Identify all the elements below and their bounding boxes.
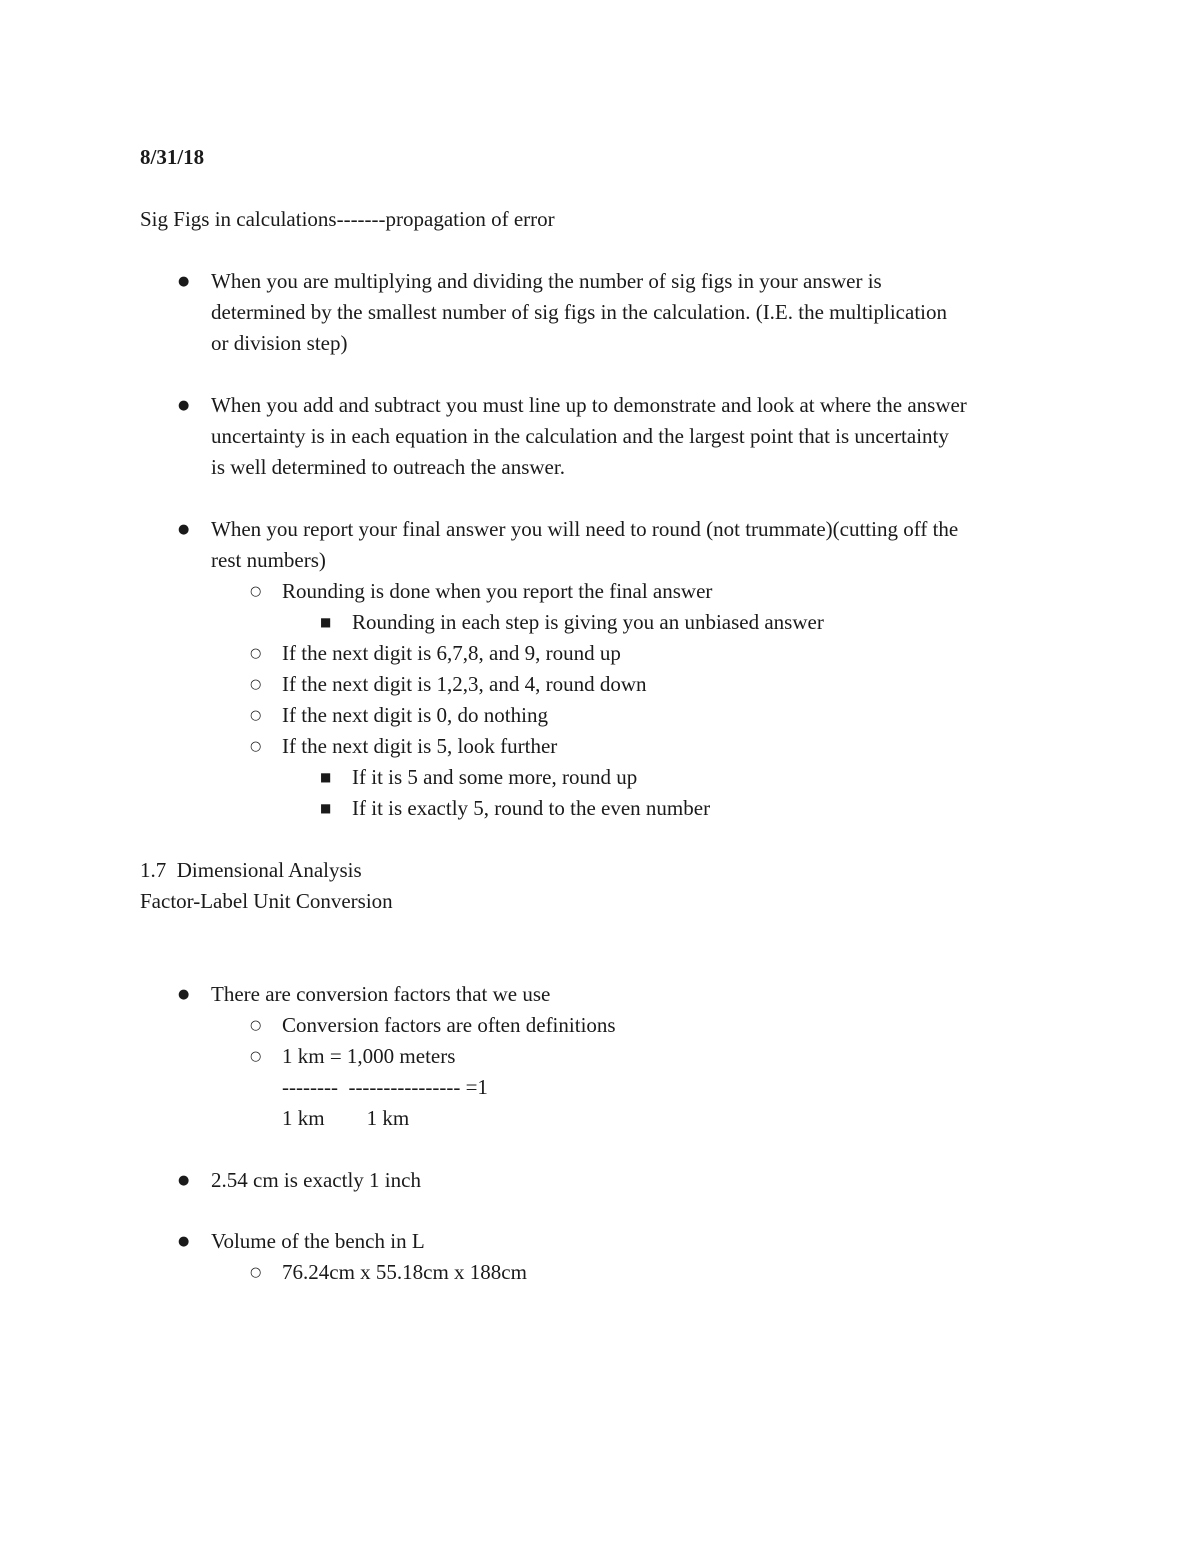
sub-bullet-text: If the next digit is 0, do nothing	[282, 703, 548, 727]
bullet-disc-icon: ●	[178, 987, 190, 1002]
sub-bullet-circle-icon: ○	[250, 677, 262, 692]
bullet-disc-icon: ●	[178, 274, 190, 289]
sub-bullet-circle-icon: ○	[250, 1049, 262, 1064]
sub-bullet-text: If the next digit is 6,7,8, and 9, round up	[282, 641, 621, 665]
sub-sub-bullet-square-icon: ■	[320, 770, 332, 784]
sub-sub-bullet-text: If it is exactly 5, round to the even number	[352, 796, 711, 820]
bullet-disc-icon: ●	[178, 1234, 190, 1249]
fraction-denominators: 1 km 1 km	[282, 1106, 410, 1130]
section-title: 1.7 Dimensional Analysis	[140, 858, 362, 882]
bullet-text: 2.54 cm is exactly 1 inch	[211, 1168, 421, 1192]
bullet-text: When you are multiplying and dividing the number of sig figs in your answer is	[211, 269, 882, 293]
sub-bullet-text: If the next digit is 1,2,3, and 4, round down	[282, 672, 647, 696]
sub-bullet-circle-icon: ○	[250, 708, 262, 723]
bullet-text: is well determined to outreach the answer.	[211, 455, 565, 479]
sub-bullet-text: 76.24cm x 55.18cm x 188cm	[282, 1260, 527, 1284]
sub-sub-bullet-text: If it is 5 and some more, round up	[352, 765, 638, 789]
bullet-text: Volume of the bench in L	[211, 1229, 425, 1253]
sub-bullet-circle-icon: ○	[250, 739, 262, 754]
bullet-text: or division step)	[211, 331, 348, 355]
fraction-line: -------- ---------------- =1	[282, 1075, 488, 1099]
note-heading: Sig Figs in calculations-------propagation of error	[140, 207, 555, 231]
sub-bullet-circle-icon: ○	[250, 584, 262, 599]
bullet-text: When you add and subtract you must line up to demonstrate and look at where the answer	[211, 393, 967, 417]
bullet-text: There are conversion factors that we use	[211, 982, 551, 1006]
sub-sub-bullet-text: Rounding in each step is giving you an unbiased answer	[352, 610, 824, 634]
sub-sub-bullet-square-icon: ■	[320, 615, 332, 629]
sub-bullet-circle-icon: ○	[250, 646, 262, 661]
bullet-text: rest numbers)	[211, 548, 326, 572]
bullet-disc-icon: ●	[178, 1173, 190, 1188]
section-subtitle: Factor-Label Unit Conversion	[140, 889, 393, 913]
sub-sub-bullet-square-icon: ■	[320, 801, 332, 815]
sub-bullet-circle-icon: ○	[250, 1018, 262, 1033]
bullet-disc-icon: ●	[178, 522, 190, 537]
sub-bullet-text: 1 km = 1,000 meters	[282, 1044, 456, 1068]
bullet-disc-icon: ●	[178, 398, 190, 413]
sub-bullet-text: Conversion factors are often definitions	[282, 1013, 616, 1037]
bullet-text: determined by the smallest number of sig figs in the calculation. (I.E. the multiplication	[211, 300, 947, 324]
bullet-text: When you report your final answer you will need to round (not trummate)(cutting off the	[211, 517, 959, 541]
sub-bullet-text: If the next digit is 5, look further	[282, 734, 558, 758]
sub-bullet-text: Rounding is done when you report the final answer	[282, 579, 713, 603]
note-date: 8/31/18	[140, 145, 205, 169]
sub-bullet-circle-icon: ○	[250, 1265, 262, 1280]
bullet-text: uncertainty is in each equation in the calculation and the largest point that is uncertainty	[211, 424, 949, 448]
